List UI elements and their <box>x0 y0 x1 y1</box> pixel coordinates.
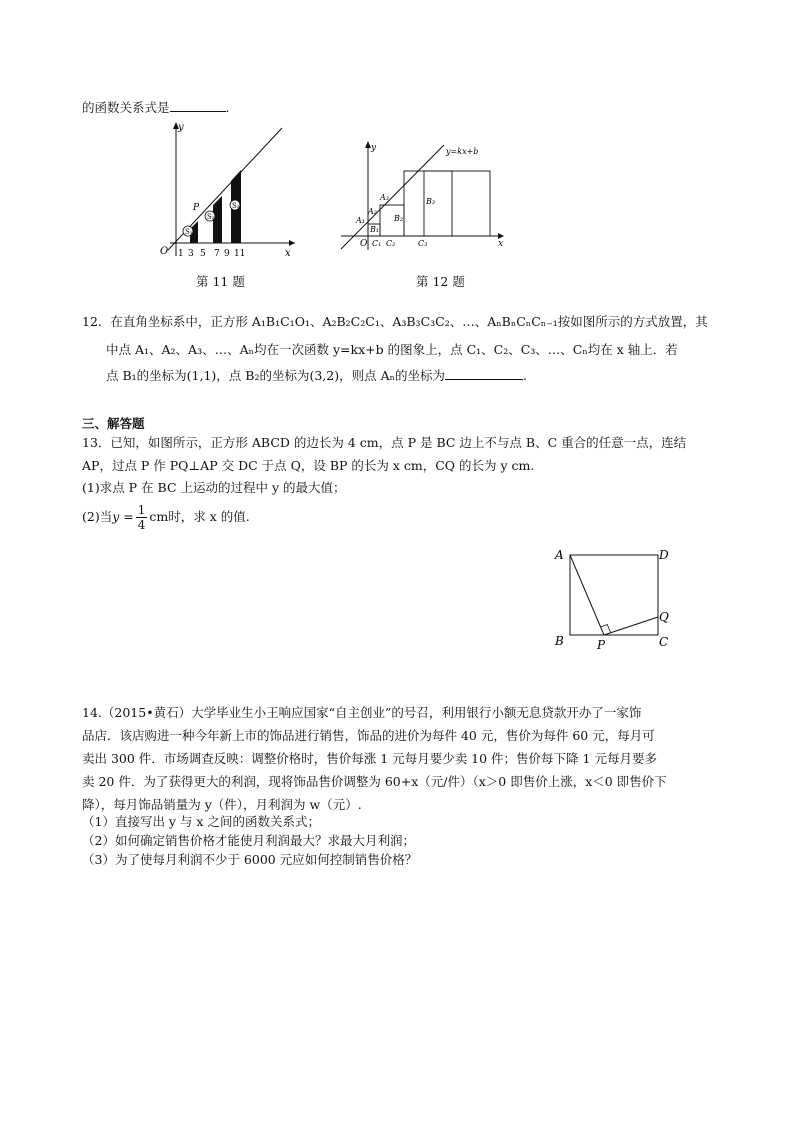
q11-tail-text: 的函数关系式是 <box>82 100 170 115</box>
fig11-x-arrow <box>289 240 295 246</box>
fig12-c1-label: C₁ <box>372 239 382 248</box>
fig12-a2-label: A₂ <box>368 207 377 216</box>
q14-line-4: 卖 20 件．为了获得更大的利润，现将饰品售价调整为 60+x（元/件）（x＞0 即售价上涨，x＜0 即售价下 <box>82 774 667 789</box>
fig11-y-label: y <box>178 122 184 133</box>
label-b: B <box>555 634 564 648</box>
q14-line-2: 品店．该店购进一种今年新上市的饰品进行销售，饰品的进价为每件 40 元，售价为每件 60 元，每月可 <box>82 728 655 743</box>
square-abcd <box>570 555 658 635</box>
fig11-tick-1: 1 <box>178 249 184 259</box>
fig11-tick-3: 3 <box>188 249 194 259</box>
fig12-c2-label: C₂ <box>386 239 396 248</box>
fig12-caption: 第 12 题 <box>416 274 465 289</box>
label-a: A <box>555 548 564 562</box>
q12-period: . <box>523 368 527 383</box>
fig11-s3-label: S₃ <box>232 202 240 210</box>
fig11-s2-label: S₂ <box>207 213 215 221</box>
segment-pq <box>604 617 658 635</box>
fig12-b2-label: B₂ <box>394 214 404 223</box>
fig11-tick-11: 11 <box>234 249 246 259</box>
q14-line-1: 14.（2015•黄石）大学毕业生小王响应国家“自主创业”的号召，利用银行小额无息贷款开办了一家饰 <box>82 705 642 720</box>
label-q: Q <box>659 610 669 624</box>
segment-ap <box>570 555 604 635</box>
q12-line-2: 中点 A₁、A₂、A₃、…、Aₙ均在一次函数 y=kx+b 的图象上，点 C₁、C₂、C₃、…、Cₙ均在 x 轴上．若 <box>106 342 678 357</box>
q13-var-y: y = <box>112 509 134 524</box>
fig11-tick-5: 5 <box>200 249 206 259</box>
q14-sub-1: （1）直接写出 y 与 x 之间的函数关系式； <box>82 814 320 829</box>
fig11-p-label: P <box>193 203 200 213</box>
fig12-b1-label: B₁ <box>370 225 380 234</box>
fig11-s1-label: S₁ <box>185 228 193 236</box>
fig12-c3-label: C₃ <box>418 239 428 248</box>
fig11-tick-7: 7 <box>214 249 220 259</box>
fig12-b3-label: B₃ <box>426 197 436 206</box>
q14-line-3: 卖出 300 件．市场调查反映：调整价格时，售价每涨 1 元每月要少卖 10 件；售价每下降 1 元每月要多 <box>82 751 657 766</box>
fraction-quarter <box>136 503 148 532</box>
figure-13 <box>548 545 678 653</box>
fig12-a1-label: A₁ <box>356 216 365 225</box>
q13-part-1: (1)求点 P 在 BC 上运动的过程中 y 的最大值； <box>82 480 346 495</box>
fig12-a3-label: A₃ <box>380 193 389 202</box>
q14-sub-3: （3）为了使每月利润不少于 6000 元应如何控制销售价格？ <box>82 852 418 867</box>
q13-line-1: 13．已知，如图所示，正方形 ABCD 的边长为 4 cm，点 P 是 BC 边上不与点 B、C 重合的任意一点，连结 <box>82 435 687 450</box>
section-3-title: 三、解答题 <box>82 416 145 431</box>
figure-11 <box>150 118 300 263</box>
fig12-x-label: x <box>498 239 504 249</box>
fig11-origin-label: O <box>160 246 169 257</box>
fraction-denominator: 4 <box>137 518 146 532</box>
q13-part-2 <box>82 497 250 537</box>
answer-blank <box>170 98 226 112</box>
fig12-origin-label: O <box>360 239 368 249</box>
q13-part-2-post: cm时，求 x 的值. <box>149 509 250 524</box>
q12-line-3: 点 B₁的坐标为(1,1)，点 B₂的坐标为(3,2)，则点 Aₙ的坐标为 <box>106 368 446 383</box>
q12-line-3-wrap <box>106 366 527 386</box>
q11-tail-line <box>82 98 230 118</box>
fig11-x-label: x <box>285 248 291 259</box>
fraction-numerator: 1 <box>137 503 146 517</box>
q14-line-5: 降），每月饰品销量为 y（件），月利润为 w（元）. <box>82 797 362 812</box>
label-d: D <box>659 548 669 562</box>
figure-12 <box>338 138 513 258</box>
q13-line-2: AP，过点 P 作 PQ⊥AP 交 DC 于点 Q，设 BP 的长为 x cm，CQ 的长为 y cm. <box>82 458 535 473</box>
label-c: C <box>659 635 669 649</box>
fig12-line-label: y=kx+b <box>446 147 479 156</box>
period: . <box>225 100 230 115</box>
q14-sub-2: （2）如何确定销售价格才能使月利润最大？求最大月利润； <box>82 833 415 848</box>
q13-part-2-pre: (2)当 <box>82 509 113 524</box>
fig11-tick-9: 9 <box>224 249 230 259</box>
fig11-caption: 第 11 题 <box>196 274 245 289</box>
q12-answer-blank <box>445 366 523 380</box>
fig12-y-label: y <box>371 143 377 153</box>
label-p: P <box>597 638 606 652</box>
q12-line-1: 12．在直角坐标系中，正方形 A₁B₁C₁O₁、A₂B₂C₂C₁、A₃B₃C₃C₂、…、AₙBₙCₙCₙ₋₁按如图所示的方式放置，其 <box>82 314 708 329</box>
